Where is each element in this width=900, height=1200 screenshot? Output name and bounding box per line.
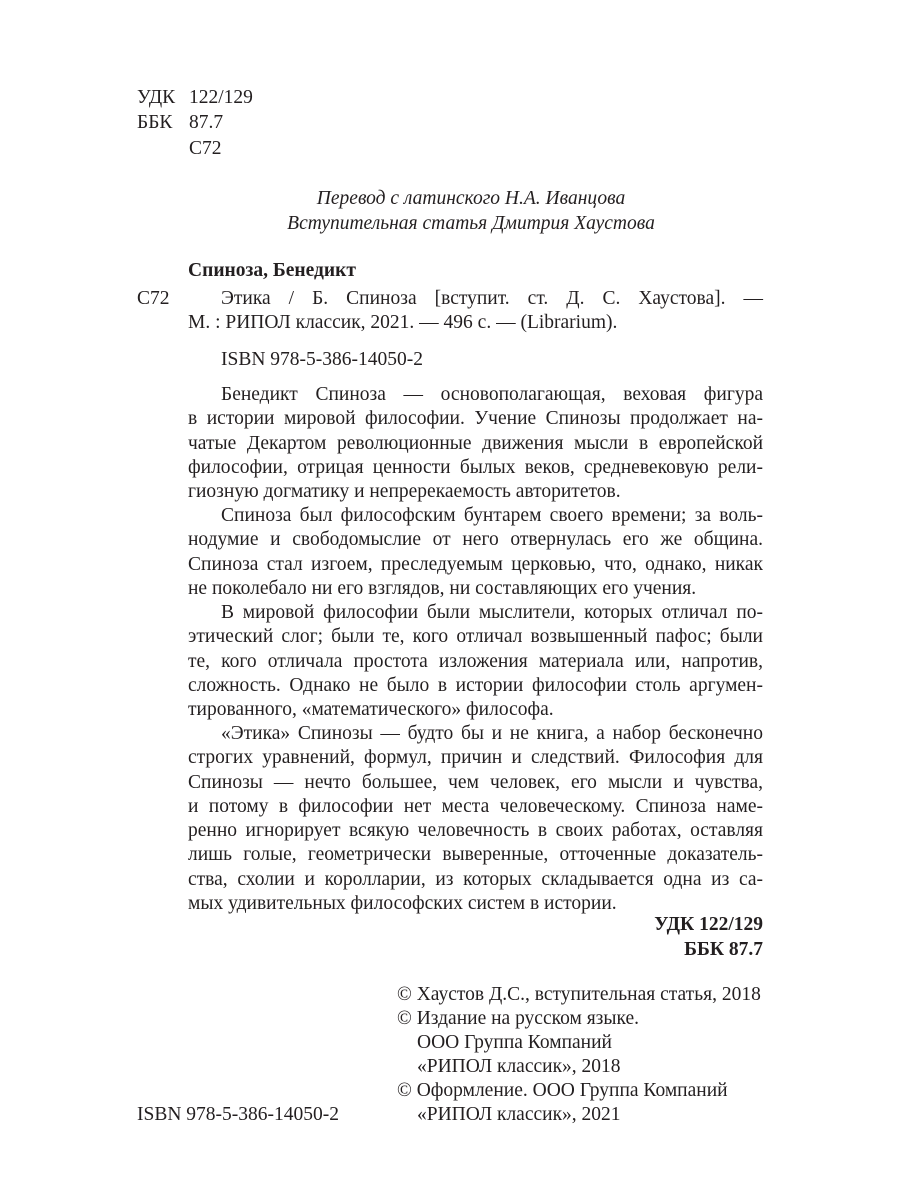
annotation-line: ренно игнорирует всякую человечность в своих работах, оставляя	[188, 820, 763, 842]
annotation-line: строгих уравнений, формул, причин и следствий. Философия для	[188, 747, 763, 769]
annotation-line: Спиноза был философским бунтарем своего времени; за воль-	[221, 505, 763, 526]
annotation-line: лишь голые, геометрически выверенные, отточенные доказатель-	[188, 844, 763, 866]
udk-bottom: УДК 122/129	[654, 914, 763, 935]
annotation-line: те, кого отличала простота изложения материала или, напротив,	[188, 650, 763, 672]
annotation-paragraph	[188, 601, 763, 722]
annotation-paragraph	[188, 504, 763, 601]
annotation-line: чатые Декартом революционные движения мысли в европейской	[188, 432, 763, 454]
annotation-line: Спиноза стал изгоем, преследуемым церковью, что, однако, никак	[188, 553, 763, 575]
copyright-line: «РИПОЛ классик», 2018	[417, 1056, 621, 1077]
annotation-line: гиозную догматику и непререкаемость авторитетов.	[188, 481, 621, 503]
copyright-line: © Издание на русском языке.	[397, 1008, 639, 1029]
translator-credit: Перевод с латинского Н.А. Иванцова	[316, 188, 626, 209]
bbk-value: 87.7	[189, 112, 224, 133]
annotation-line: в истории мировой философии. Учение Спинозы продолжает на-	[188, 408, 763, 430]
introduction-credit: Вступительная статья Дмитрия Хаустова	[287, 213, 655, 234]
annotation-line: Бенедикт Спиноза — основополагающая, веховая фигура	[221, 384, 763, 405]
bibliographic-description-line: Этика / Б. Спиноза [вступит. ст. Д. С. Хаустова]. —	[221, 288, 763, 309]
copyright-line: © Хаустов Д.С., вступительная статья, 2018	[397, 984, 761, 1005]
annotation-line: ства, схолии и королларии, из которых складывается одна из са-	[188, 868, 763, 890]
copyright-line: ООО Группа Компаний	[417, 1032, 612, 1053]
annotation-line: В мировой философии были мыслители, которых отличал по-	[221, 602, 763, 623]
annotation-line: Спинозы — нечто большее, чем человек, его мысли и чувства,	[188, 771, 763, 793]
annotation-line: сложность. Однако не было в истории философии столь аргумен-	[188, 674, 763, 696]
annotation-line: не поколебало ни его взглядов, ни составляющих его учения.	[188, 577, 697, 599]
annotation-paragraph	[188, 722, 763, 916]
bbk-line	[137, 111, 223, 135]
isbn-bottom: ISBN 978-5-386-14050-2	[137, 1104, 340, 1125]
bibliographic-description-line: М. : РИПОЛ классик, 2021. — 496 с. — (Librarium).	[188, 312, 618, 333]
author-mark-top: С72	[189, 138, 222, 159]
annotation-line: этический слог; были те, кого отличал возвышенный пафос; были	[188, 626, 763, 648]
annotation-line: нодумие и свободомыслие от него отвернулась его же община.	[188, 529, 763, 551]
isbn: ISBN 978-5-386-14050-2	[221, 349, 424, 370]
udk-label: УДК	[137, 87, 176, 108]
annotation-line: философии, отрицая ценности былых веков, средневековую рели-	[188, 456, 763, 478]
udk-line	[137, 86, 253, 110]
copyright-block	[397, 983, 761, 1127]
annotation-paragraph	[188, 383, 763, 504]
author-mark: С72	[137, 288, 170, 309]
annotation-line: «Этика» Спинозы — будто бы и не книга, а набор бесконечно	[221, 723, 763, 744]
bbk-label: ББК	[137, 112, 173, 133]
bbk-bottom: ББК 87.7	[684, 939, 763, 960]
bibliographic-heading: Спиноза, Бенедикт	[188, 260, 356, 281]
annotation-line: и потому в философии нет места человеческому. Спиноза наме-	[188, 795, 763, 817]
copyright-line: © Оформление. ООО Группа Компаний	[397, 1080, 728, 1101]
annotation-line: тированного, «математического» философа.	[188, 699, 554, 721]
copyright-line: «РИПОЛ классик», 2021	[417, 1104, 621, 1125]
annotation-line: мых удивительных философских систем в истории.	[188, 893, 617, 915]
udk-value: 122/129	[189, 87, 253, 108]
